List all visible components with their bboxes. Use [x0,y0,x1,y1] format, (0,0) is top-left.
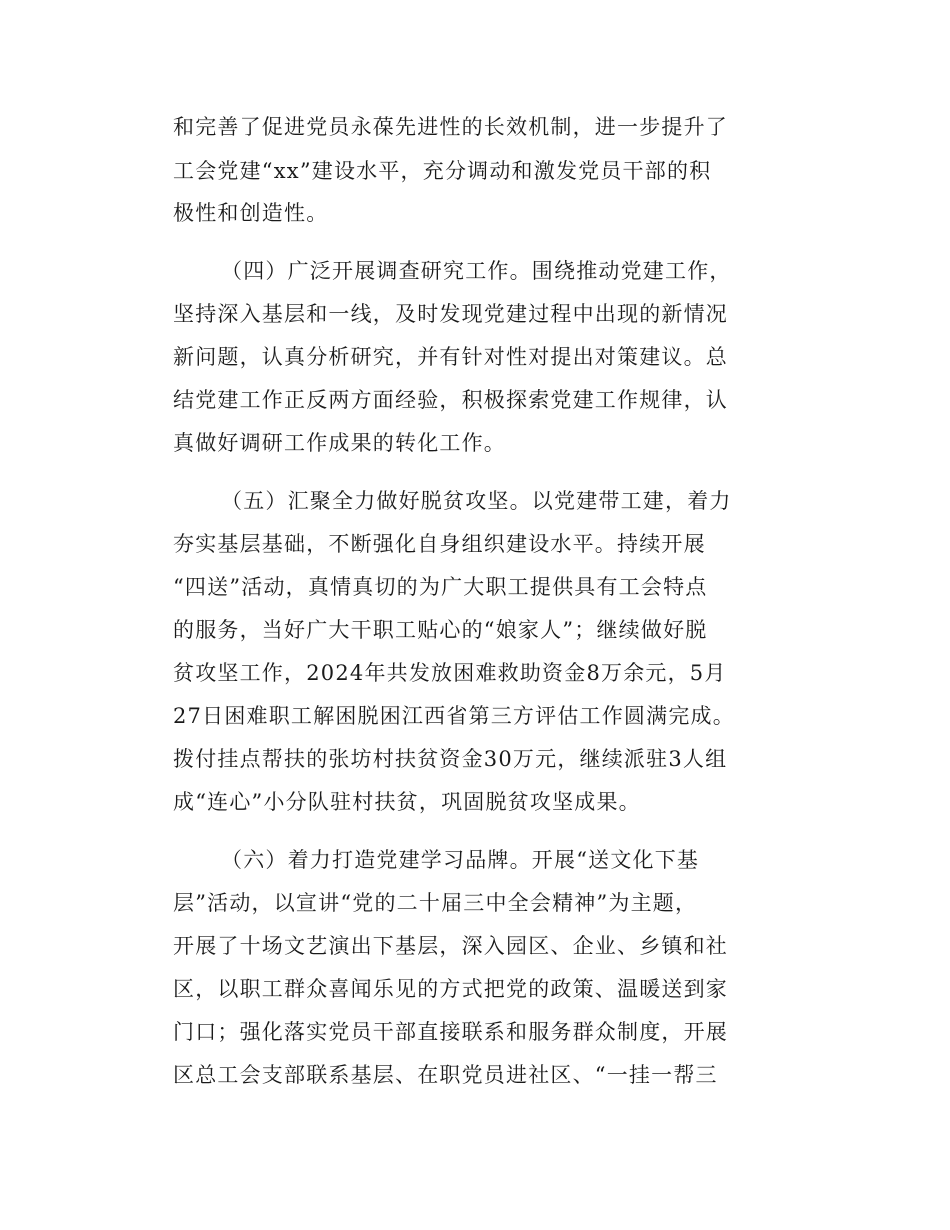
paragraph-3-line-5: 贫攻坚工作，2024年共发放困难救助资金8万余元，5月 [173,661,727,685]
paragraph-3-line-2: 夯实基层基础，不断强化自身组织建设水平。持续开展 [173,532,706,556]
paragraph-4-line-2: 层”活动，以宣讲“党的二十届三中全会精神”为主题， [173,891,698,915]
paragraph-3-line-8: 成“连心”小分队驻村扶贫，巩固脱贫攻坚成果。 [173,790,641,814]
paragraph-3-line-3: “四送”活动，真情真切的为广大职工提供具有工会特点 [173,575,708,599]
paragraph-2-line-4: 结党建工作正反两方面经验，积极探索党建工作规律，认 [173,388,728,412]
paragraph-4-line-5: 门口；强化落实党员干部直接联系和服务群众制度，开展 [173,1020,728,1044]
paragraph-3-line-4: 的服务，当好广大干职工贴心的“娘家人”；继续做好脱 [173,618,708,642]
paragraph-3-line-6: 27日困难职工解困脱困江西省第三方评估工作圆满完成。 [173,704,735,728]
paragraph-4-line-6: 区总工会支部联系基层、在职党员进社区、“一挂一帮三 [173,1063,718,1087]
paragraph-4-line-1: （六）着力打造党建学习品牌。开展“送文化下基 [221,848,700,872]
paragraph-1-line-1: 和完善了促进党员永葆先进性的长效机制，进一步提升了 [173,115,728,139]
paragraph-2-line-2: 坚持深入基层和一线，及时发现党建过程中出现的新情况 [173,302,728,326]
paragraph-4-line-4: 区，以职工群众喜闻乐见的方式把党的政策、温暖送到家 [173,977,728,1001]
paragraph-4-line-3: 开展了十场文艺演出下基层，深入园区、企业、乡镇和社 [173,934,728,958]
paragraph-3-line-7: 拨付挂点帮扶的张坊村扶贫资金30万元，继续派驻3人组 [173,747,728,771]
paragraph-2-line-3: 新问题，认真分析研究，并有针对性对提出对策建议。总 [173,345,728,369]
paragraph-2-line-5: 真做好调研工作成果的转化工作。 [173,431,506,455]
paragraph-1-line-2: 工会党建“xx”建设水平，充分调动和激发党员干部的积 [173,159,712,183]
paragraph-2-line-1: （四）广泛开展调查研究工作。围绕推动党建工作， [221,259,732,283]
paragraph-1-line-3: 极性和创造性。 [173,201,329,225]
paragraph-3-line-1: （五）汇聚全力做好脱贫攻坚。以党建带工建，着力 [221,489,732,513]
